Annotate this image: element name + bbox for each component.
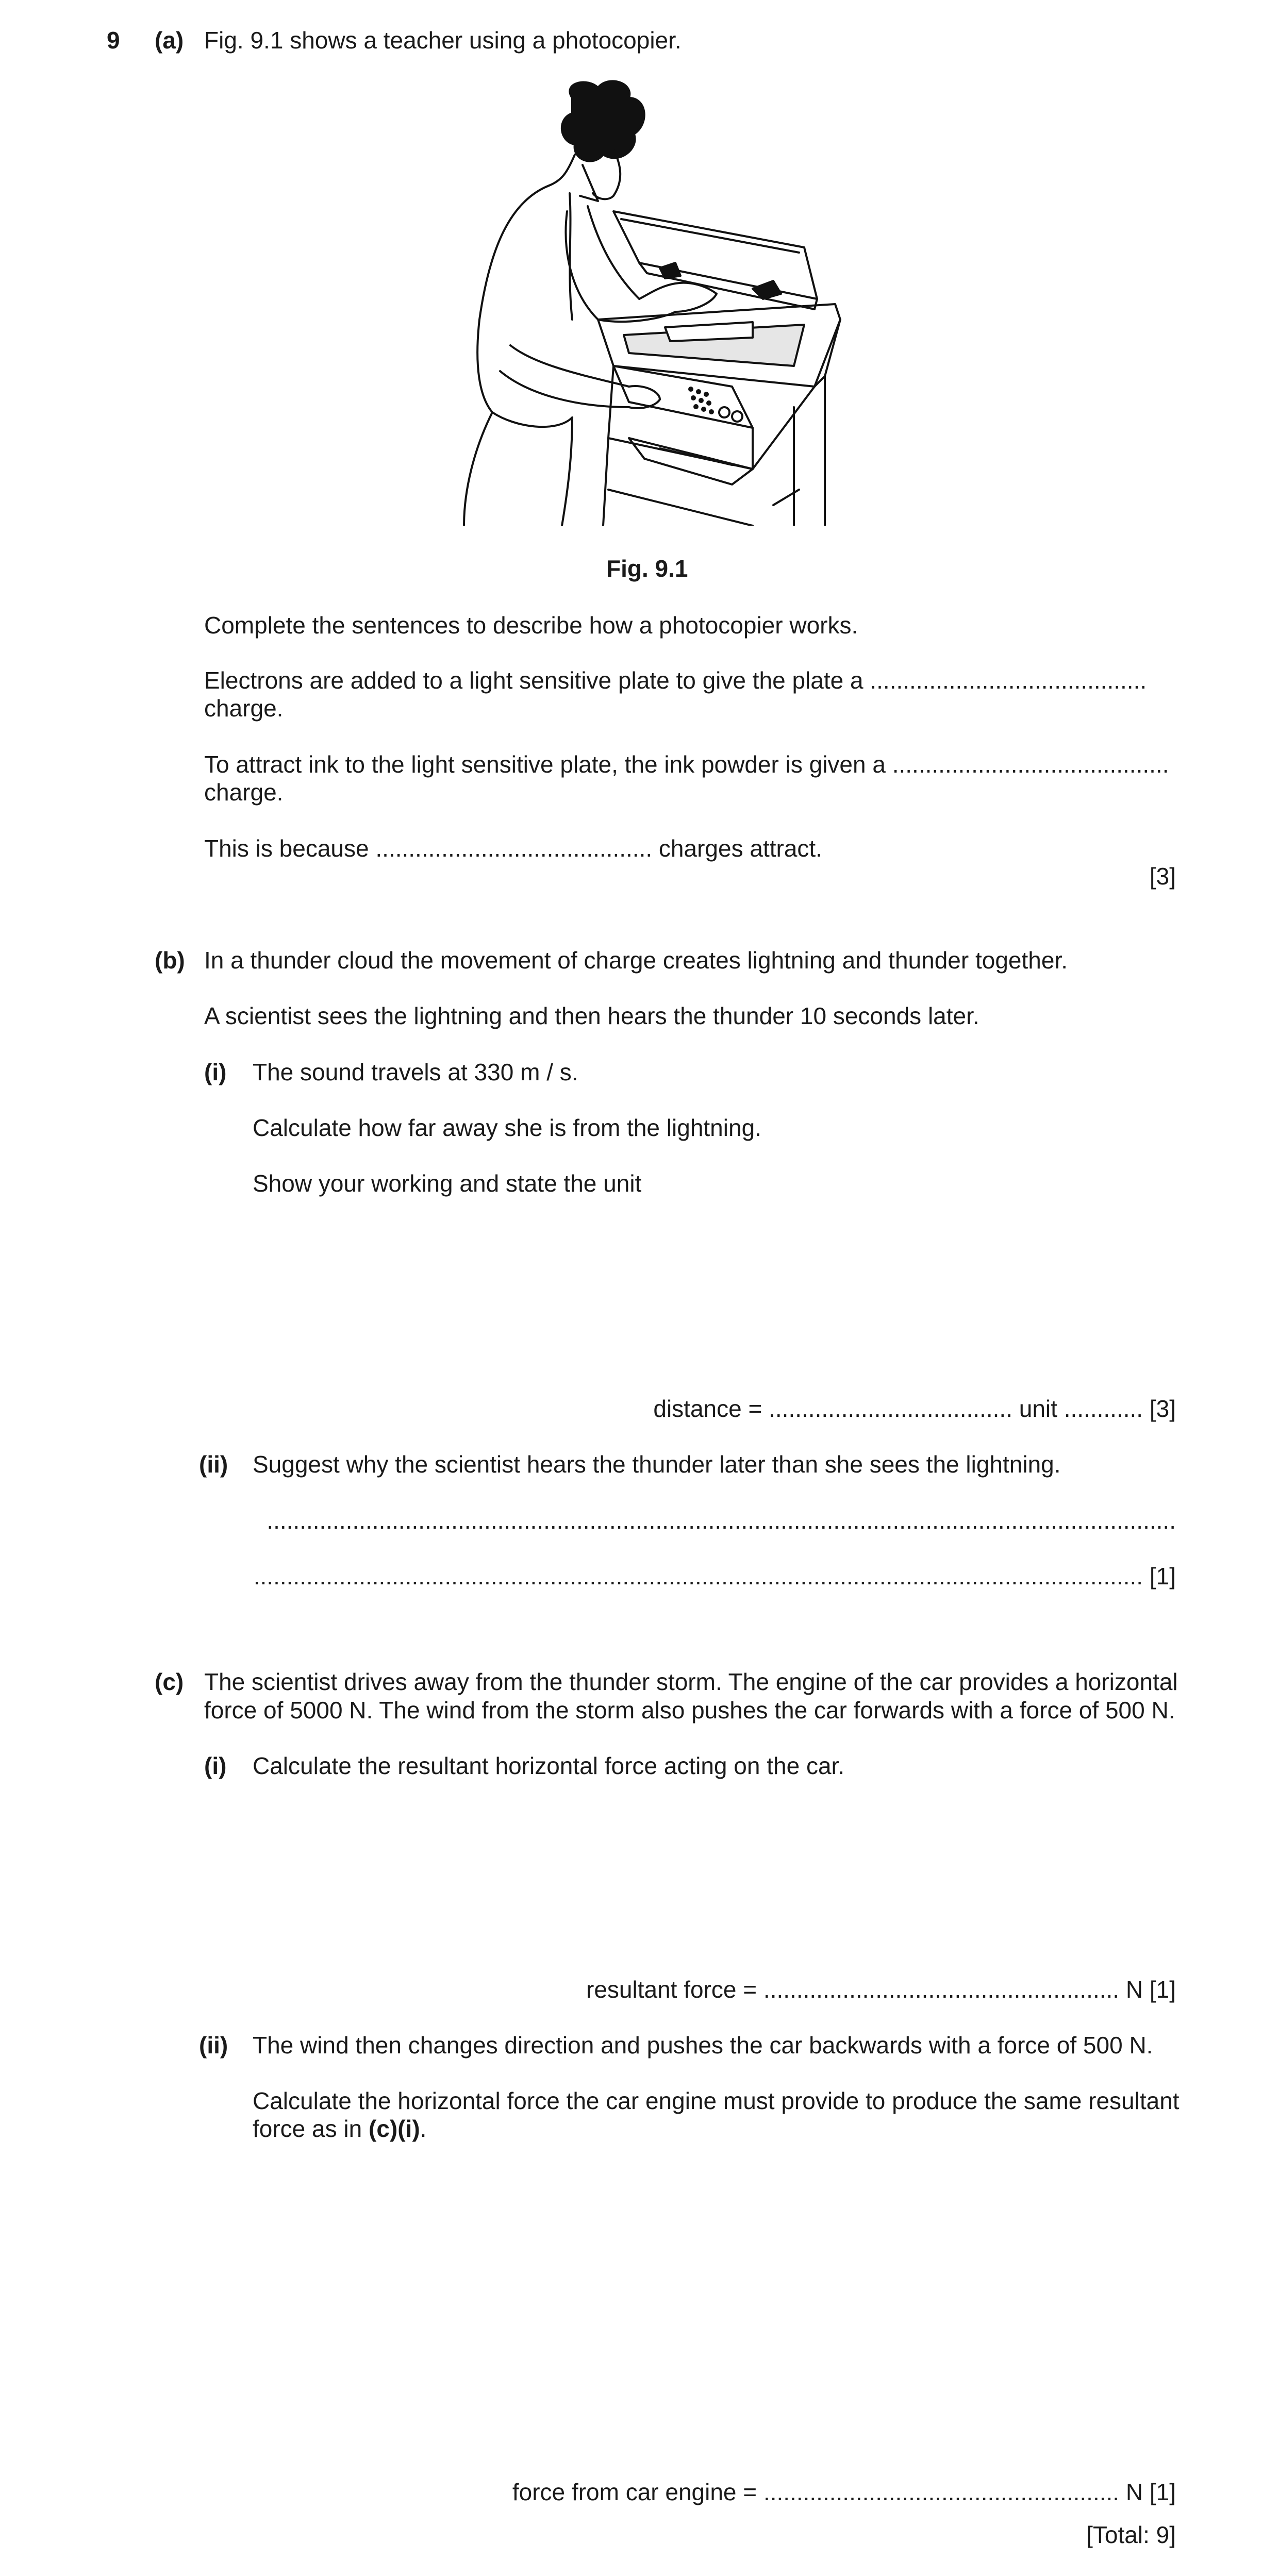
sentence-2-line-2: charge. (204, 779, 284, 806)
part-reference: (c)(i) (369, 2115, 420, 2142)
part-c-i-line-1: Calculate the resultant horizontal force acting on the car. (253, 1752, 845, 1779)
sentence-1-line-2: charge. (204, 695, 284, 722)
part-c-i-label: (i) (204, 1752, 227, 1779)
distance-answer-line: distance = ..................................... unit ............ [3] (653, 1395, 1176, 1422)
part-a-instruction: Complete the sentences to describe how a photocopier works. (204, 612, 858, 639)
part-b-i-label: (i) (204, 1059, 227, 1085)
figure-caption: Fig. 9.1 (606, 555, 688, 582)
part-c-intro-line-1: The scientist drives away from the thunder storm. The engine of the car provides a horizontal (204, 1668, 1178, 1695)
part-b-ii-answer-line-2: ....................................................................................................................................... [1] (253, 1563, 1176, 1590)
part-c-ii-line-2b-text: force as in (253, 2115, 369, 2142)
part-b-scenario: A scientist sees the lightning and then hears the thunder 10 seconds later. (204, 1002, 979, 1029)
part-b-i-line-1: The sound travels at 330 m / s. (253, 1059, 578, 1085)
question-number: 9 (107, 27, 120, 54)
part-c-label: (c) (155, 1668, 184, 1695)
part-a-marks: [3] (1149, 863, 1176, 890)
part-c-ii-line-1: The wind then changes direction and pushes the car backwards with a force of 500 N. (253, 2032, 1153, 2059)
part-c-ii-label: (ii) (199, 2032, 228, 2059)
sentence-2-line-1: To attract ink to the light sensitive plate, the ink powder is given a .......................................... (204, 751, 1169, 778)
sentence-1-line-1: Electrons are added to a light sensitive plate to give the plate a .......................................... (204, 667, 1147, 694)
sentence-3: This is because .......................................... charges attract. (204, 835, 822, 862)
part-c-ii-line-2b (253, 2114, 426, 2143)
part-b-intro: In a thunder cloud the movement of charge creates lightning and thunder together. (204, 947, 1068, 974)
part-c-ii-line-2b-end: . (420, 2115, 427, 2142)
part-b-label: (b) (155, 947, 185, 974)
part-b-ii-answer-line-1: .......................................................................................................................................... (267, 1507, 1176, 1534)
photocopier-illustration (443, 77, 845, 526)
engine-force-answer-line: force from car engine = ...................................................... N [1] (512, 2479, 1176, 2505)
resultant-force-answer-line: resultant force = ...................................................... N [1] (586, 1976, 1176, 2003)
total-marks: [Total: 9] (1086, 2521, 1176, 2548)
part-c-intro-line-2: force of 5000 N. The wind from the storm also pushes the car forwards with a force of 500 N. (204, 1697, 1175, 1724)
part-a-intro: Fig. 9.1 shows a teacher using a photocopier. (204, 27, 682, 54)
part-b-i-line-3: Show your working and state the unit (253, 1170, 642, 1197)
part-a-label: (a) (155, 27, 184, 54)
part-c-ii-line-2a: Calculate the horizontal force the car engine must provide to produce the same resultant (253, 2087, 1180, 2114)
part-b-i-line-2: Calculate how far away she is from the lightning. (253, 1114, 761, 1141)
part-b-ii-line-1: Suggest why the scientist hears the thunder later than she sees the lightning. (253, 1451, 1061, 1478)
part-b-ii-label: (ii) (199, 1451, 228, 1478)
